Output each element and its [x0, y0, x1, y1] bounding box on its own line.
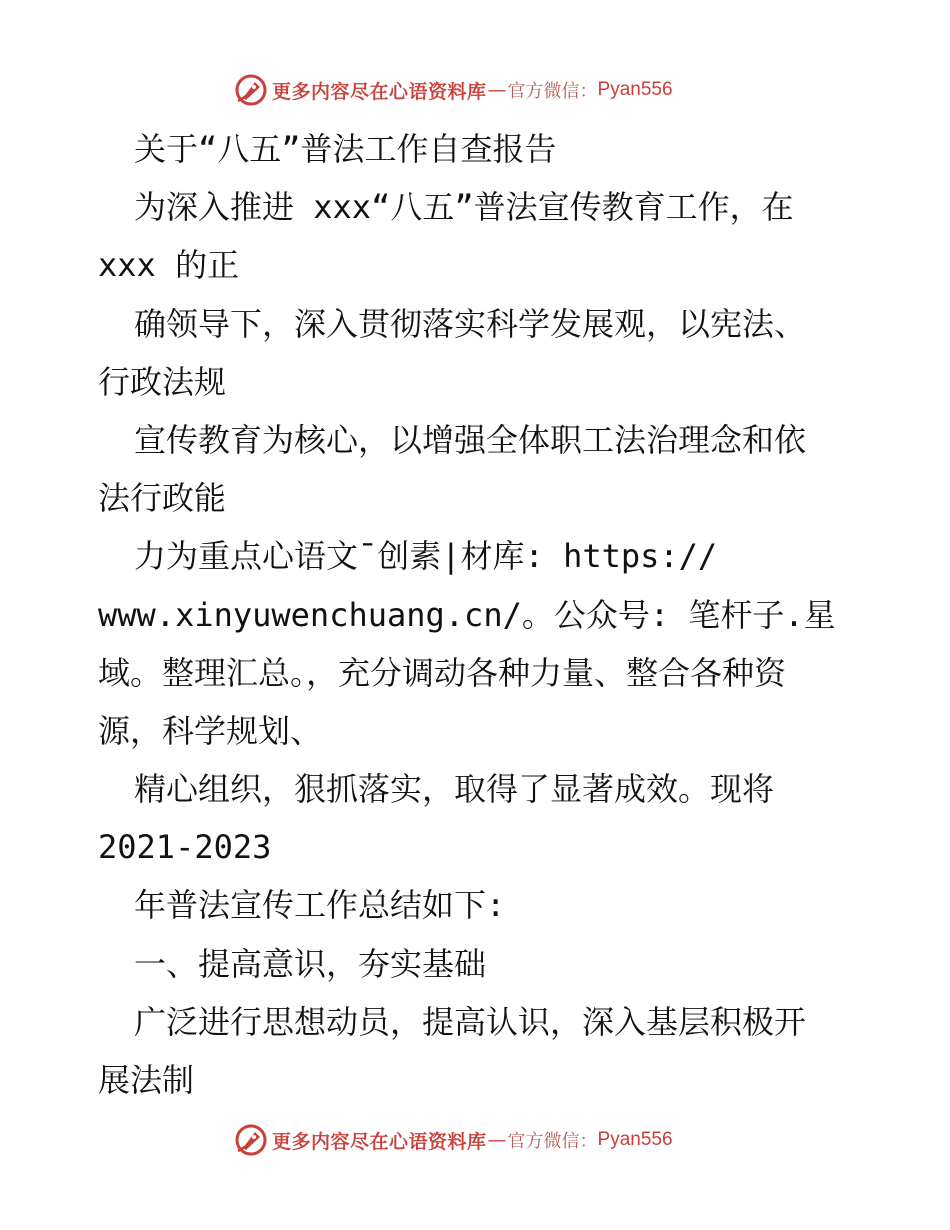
watermark-id-text: Pyan556: [597, 79, 673, 100]
document-line: www.xinyuwenchuang.cn/。公众号: 笔杆子.星: [98, 595, 836, 634]
pen-nib-circle-icon: [234, 1123, 268, 1157]
watermark-id-text: Pyan556: [597, 1129, 673, 1150]
document-line: 广泛进行思想动员，提高认识，深入基层积极开: [134, 1002, 807, 1041]
watermark-sub-text: 官方微信：: [507, 1131, 598, 1152]
watermark-dash: —: [487, 79, 507, 101]
document-line: 域。整理汇总。，充分调动各种力量、整合各种资: [98, 653, 787, 692]
watermark-main-text: 更多内容尽在心语资料库: [272, 80, 487, 103]
document-line: 展法制: [98, 1061, 195, 1099]
watermark-sub-text: 官方微信：: [507, 81, 598, 102]
document-line: 力为重点心语文¯创素|材库: https://: [134, 537, 718, 576]
document-line: 关于“八五”普法工作自查报告: [134, 130, 557, 168]
watermark-dash: —: [487, 1129, 507, 1151]
watermark-main-text: 更多内容尽在心语资料库: [272, 1130, 487, 1153]
watermark-banner-top: [234, 71, 673, 109]
document-line: 法行政能: [98, 479, 227, 518]
document-line: 行政法规: [98, 362, 227, 401]
document-line: 确领导下，深入贯彻落实科学发展观，以宪法、: [134, 304, 807, 343]
watermark-banner-bottom: [234, 1121, 673, 1159]
document-line: 为深入推进 xxx“八五”普法宣传教育工作，在: [134, 188, 794, 227]
pen-nib-circle-icon: [234, 73, 268, 107]
document-line: 精心组织，狠抓落实，取得了显著成效。现将: [134, 770, 775, 809]
document-line: 宣传教育为核心，以增强全体职工法治理念和依: [134, 420, 807, 459]
document-line: 一、提高意识，夯实基础: [134, 944, 487, 983]
document-body: [98, 120, 858, 1109]
document-line: xxx 的正: [98, 246, 240, 285]
document-line: 2021-2023: [98, 828, 272, 867]
document-line: 源，科学规划、: [98, 711, 323, 750]
document-line: 年普法宣传工作总结如下:: [134, 886, 506, 925]
